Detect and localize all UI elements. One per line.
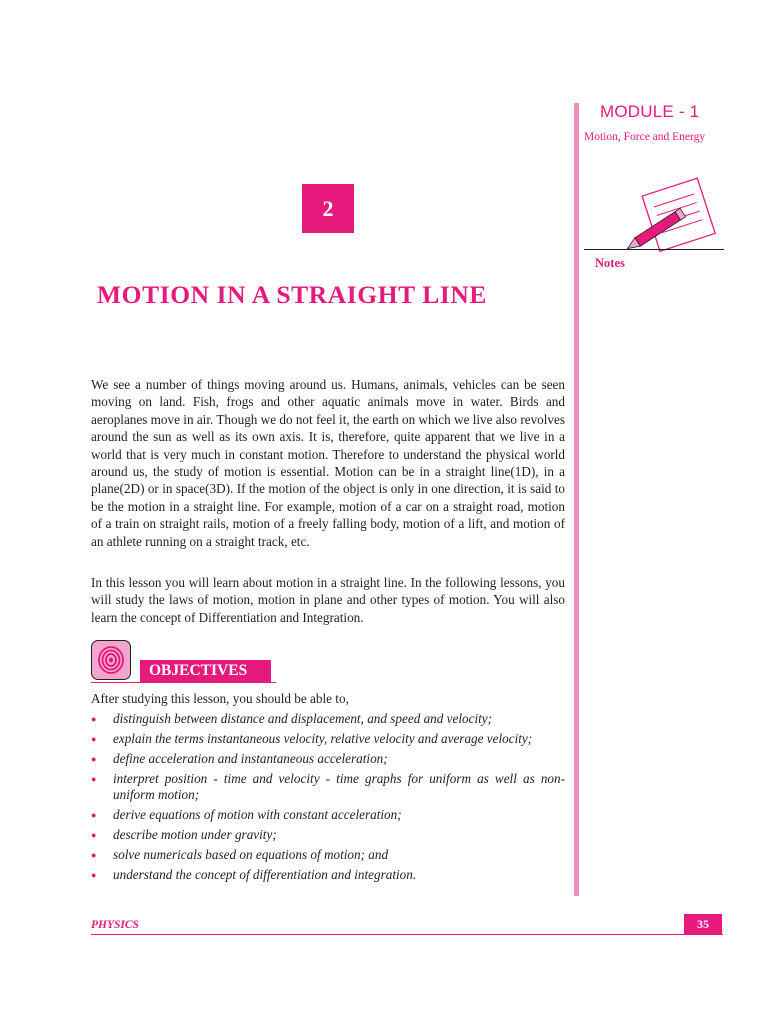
list-item: ● understand the concept of differentiation and integration. [91,867,565,883]
target-icon [91,640,131,680]
list-item: ● explain the terms instantaneous velocity, relative velocity and average velocity; [91,731,565,747]
footer-subject: PHYSICS [91,919,139,931]
list-item: ● define acceleration and instantaneous acceleration; [91,751,565,767]
objectives-list [91,711,565,887]
notepad-pencil-icon [626,176,724,265]
module-label: MODULE - 1 [600,102,700,121]
intro-paragraph-1: We see a number of things moving around us. Humans, animals, vehicles can be seen moving on land. Fish, frogs and other aquatic animals move in water. Birds and aeroplanes move in air. Though we do not feel it, the earth on which we live also revolves around the sun as well as its own axis. It is, therefore, quite apparent that we live in a world that is very much in constant motion. Therefore to understand the physical world around us, the study of motion is essential. Motion can be in a straight line(1D), in a plane(2D) or in space(3D). If the motion of the object is only in one direction, it is said to be the motion in a straight line. For example, motion of a car on a straight road, motion of a train on straight rails, motion of a freely falling body, motion of a lift, and motion of an athlete running on a straight track, etc. [91,377,566,549]
intro-paragraph-2: In this lesson you will learn about motion in a straight line. In the following lessons, you will study the laws of motion, motion in plane and other types of motion. You will also learn the concept of Differentiation and Integration. [91,575,565,625]
margin-rule [574,103,579,896]
page-number: 35 [684,914,722,935]
objectives-underline [91,682,276,683]
notes-label: Notes [595,256,625,270]
module-subtitle: Motion, Force and Energy [584,131,706,143]
list-item: ● interpret position - time and velocity - time graphs for uniform as well as non-uniform motion; [91,771,565,803]
chapter-title: MOTION IN A STRAIGHT LINE [97,280,488,309]
footer-rule [91,934,723,935]
objectives-heading: OBJECTIVES [140,660,271,682]
list-item: ● distinguish between distance and displacement, and speed and velocity; [91,711,565,727]
list-item: ● describe motion under gravity; [91,827,565,843]
list-item: ● solve numericals based on equations of motion; and [91,847,565,863]
objectives-intro: After studying this lesson, you should be able to, [91,691,349,706]
list-item: ● derive equations of motion with constant acceleration; [91,807,565,823]
notes-divider [584,249,724,250]
chapter-number: 2 [302,184,354,233]
